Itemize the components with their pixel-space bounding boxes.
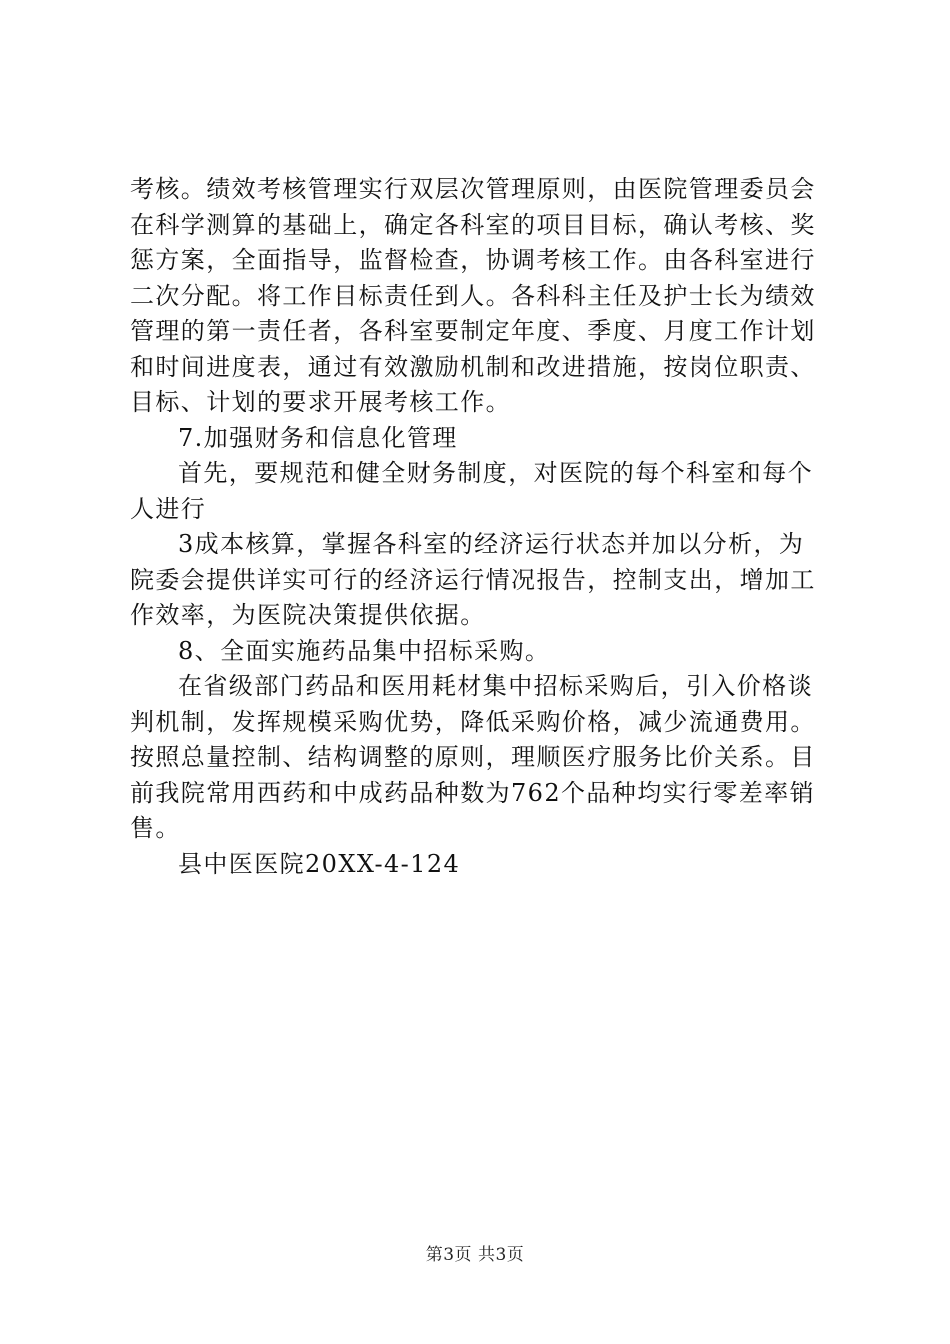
text-line: 3成本核算，掌握各科室的经济运行状态并加以分析，为 [178, 530, 805, 558]
text-line: 首先，要规范和健全财务制度，对医院的每个科室和每个 [178, 459, 813, 487]
text-line: 目标、计划的要求开展考核工作。 [130, 388, 511, 416]
text-line: 院委会提供详实可行的经济运行情况报告，控制支出，增加工 [130, 565, 816, 594]
text-line: 考核。绩效考核管理实行双层次管理原则，由医院管理委员会 [130, 175, 816, 203]
section-heading: 8、全面实施药品集中招标采购。 [178, 636, 551, 665]
text-line: 售。 [130, 814, 181, 842]
signature-line: 县中医医院20XX-4-124 [178, 849, 461, 878]
text-line: 在科学测算的基础上，确定各科室的项目目标，确认考核、奖 [130, 210, 816, 239]
text-line: 管理的第一责任者，各科室要制定年度、季度、月度工作计划 [130, 317, 816, 345]
text-line: 二次分配。将工作目标责任到人。各科科主任及护士长为绩效 [130, 281, 816, 310]
section-heading: 7.加强财务和信息化管理 [178, 423, 458, 452]
text-line: 和时间进度表，通过有效激励机制和改进措施，按岗位职责、 [130, 352, 816, 381]
text-line: 在省级部门药品和医用耗材集中招标采购后，引入价格谈 [178, 672, 813, 700]
text-line: 作效率，为医院决策提供依据。 [130, 601, 486, 629]
page-number-footer: 第3页 共3页 [425, 1245, 525, 1265]
document-body [130, 172, 830, 882]
text-line: 按照总量控制、结构调整的原则，理顺医疗服务比价关系。目 [130, 743, 816, 771]
text-line: 判机制，发挥规模采购优势，降低采购价格，减少流通费用。 [130, 707, 816, 736]
text-line: 前我院常用西药和中成药品种数为762个品种均实行零差率销 [130, 778, 816, 807]
text-line: 惩方案，全面指导，监督检查，协调考核工作。由各科室进行 [130, 246, 816, 274]
text-line: 人进行 [130, 494, 207, 523]
